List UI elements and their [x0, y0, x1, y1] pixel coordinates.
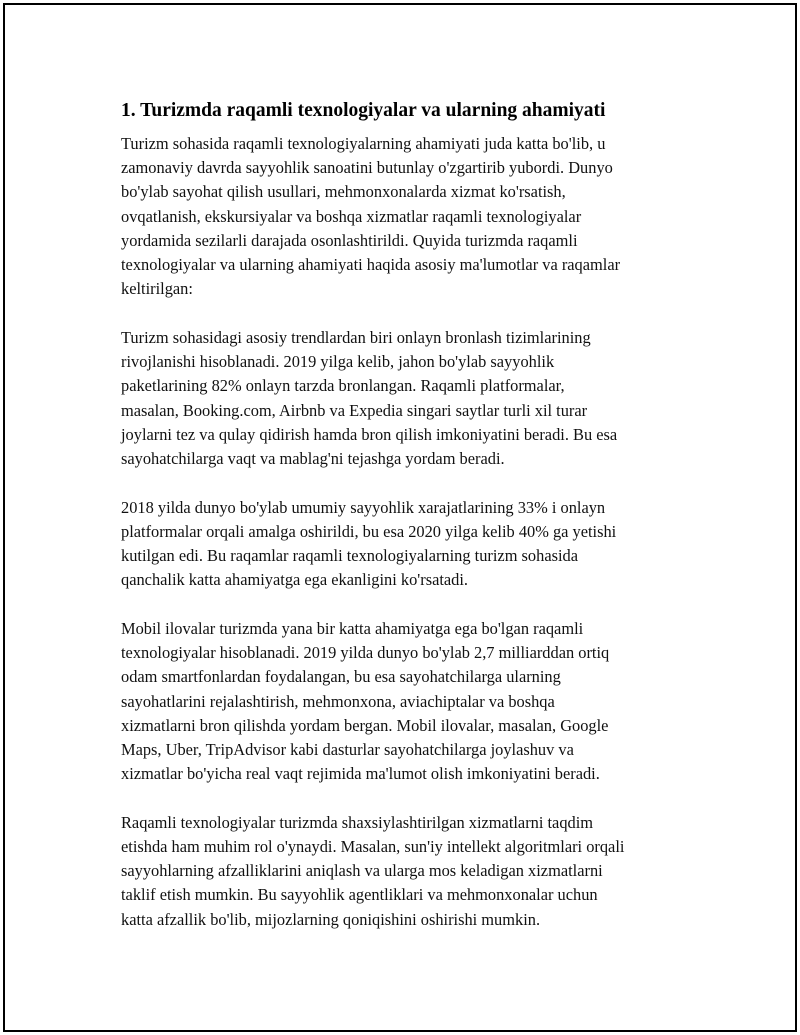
text-line: sayyohlarning afzalliklarini aniqlash va ularga mos keladigan xizmatlarni — [121, 861, 603, 881]
paragraph-5 — [121, 811, 711, 932]
text-line: katta afzallik bo'lib, mijozlarning qoniqishini oshirishi mumkin. — [121, 909, 541, 929]
page-frame — [3, 3, 797, 1032]
text-line: ovqatlanish, ekskursiyalar va boshqa xizmatlar raqamli texnologiyalar — [121, 206, 582, 226]
text-line: Maps, Uber, TripAdvisor kabi dasturlar sayohatchilarga joylashuv va — [121, 739, 574, 759]
text-line: Raqamli texnologiyalar turizmda shaxsiylashtirilgan xizmatlarni taqdim — [121, 812, 594, 832]
text-line: texnologiyalar hisoblanadi. 2019 yilda dunyo bo'ylab 2,7 milliarddan ortiq — [121, 643, 610, 663]
text-line: masalan, Booking.com, Airbnb va Expedia singari saytlar turli xil turar — [121, 400, 588, 420]
document-body — [121, 98, 711, 956]
paragraph-4 — [121, 617, 711, 786]
text-line: zamonaviy davrda sayyohlik sanoatini butunlay o'zgartirib yubordi. Dunyo — [121, 158, 613, 178]
text-line: kutilgan edi. Bu raqamlar raqamli texnologiyalarning turizm sohasida — [121, 546, 578, 566]
text-line: Turizm sohasida raqamli texnologiyalarning ahamiyati juda katta bo'lib, u — [121, 134, 606, 153]
text-line: sayohatlarini rejalashtirish, mehmonxona, aviachiptalar va boshqa — [121, 691, 555, 711]
text-line: qanchalik katta ahamiyatga ega ekanligini ko'rsatadi. — [121, 570, 469, 590]
text-line: platformalar orqali amalga oshirildi, bu esa 2020 yilga kelib 40% ga yetishi — [121, 521, 617, 541]
text-line: texnologiyalar va ularning ahamiyati haqida asosiy ma'lumotlar va raqamlar — [121, 255, 621, 275]
text-line: xizmatlar bo'yicha real vaqt rejimida ma'lumot olish imkoniyatini beradi. — [121, 764, 600, 784]
text-line: etishda ham muhim rol o'ynaydi. Masalan, sun'iy intellekt algoritmlari orqali — [121, 837, 625, 857]
text-line: sayohatchilarga vaqt va mablag'ni tejashga yordam beradi. — [121, 448, 505, 468]
paragraph-3 — [121, 496, 711, 593]
text-line: xizmatlarni bron qilishda yordam bergan. Mobil ilovalar, masalan, Google — [121, 715, 609, 735]
text-line: Turizm sohasidagi asosiy trendlardan biri onlayn bronlash tizimlarining — [121, 327, 591, 347]
text-line: rivojlanishi hisoblanadi. 2019 yilga kelib, jahon bo'ylab sayyohlik — [121, 352, 555, 372]
text-line: odam smartfonlardan foydalangan, bu esa sayohatchilarga ularning — [121, 667, 561, 687]
text-line: yordamida sezilarli darajada osonlashtirildi. Quyida turizmda raqamli — [121, 230, 578, 250]
section-heading: 1. Turizmda raqamli texnologiyalar va ularning ahamiyati — [121, 100, 606, 121]
paragraph-2 — [121, 326, 711, 471]
text-line: joylarni tez va qulay qidirish hamda bron qilish imkoniyatini beradi. Bu esa — [121, 424, 618, 444]
text-line: keltirilgan: — [121, 279, 193, 299]
text-line: 2018 yilda dunyo bo'ylab umumiy sayyohlik xarajatlarining 33% i onlayn — [121, 497, 606, 517]
text-line: taklif etish mumkin. Bu sayyohlik agentliklari va mehmonxonalar uchun — [121, 885, 598, 905]
text-line: Mobil ilovalar turizmda yana bir katta ahamiyatga ega bo'lgan raqamli — [121, 618, 584, 638]
text-line: bo'ylab sayohat qilish usullari, mehmonxonalarda xizmat ko'rsatish, — [121, 182, 566, 202]
text-line: paketlarining 82% onlayn tarzda bronlangan. Raqamli platformalar, — [121, 376, 565, 396]
paragraph-1 — [121, 132, 711, 301]
